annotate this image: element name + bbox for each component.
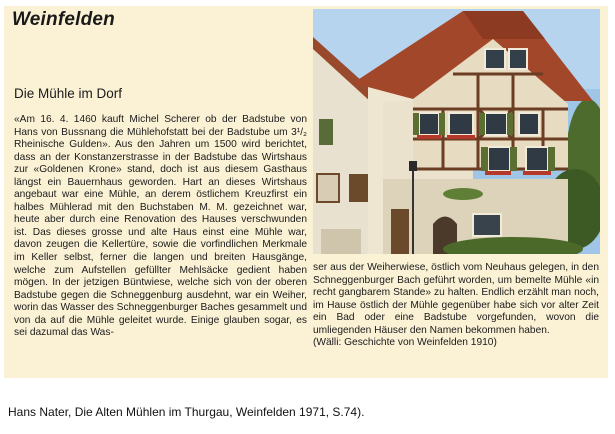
- article-text-column-2: [313, 262, 599, 350]
- mill-house-photo: [313, 9, 600, 254]
- article-text-continued: ser aus der Weiherwiese, östlich vom Neuhaus gelegen, in den Schneggenburger Bach geführt worden, um bemelte Mühle «in recht gangbarem Stande» zu halten. Endlich erzählt man noch, im Hause östlich der Mühle gegenüber habe sich vor alter Zeit ein Bad oder eine Badstube vorgefunden, wovon die umliegenden Häuser den Namen bekommen haben.: [313, 262, 599, 336]
- image-caption: Hans Nater, Die Alten Mühlen im Thurgau, Weinfelden 1971, S.74).: [8, 405, 365, 419]
- article-heading: Die Mühle im Dorf: [14, 86, 123, 101]
- article-source: (Wälli: Geschichte von Weinfelden 1910): [313, 337, 497, 349]
- page-title: Weinfelden: [12, 9, 115, 30]
- article-text-column-1: «Am 16. 4. 1460 kauft Michel Scherer ob der Badstube von Hans von Bussnang die Mühlehofstatt bei der Badstube um 3¹/₂ Rheinische Gulden». Aus den Jahren um 1500 wird berichtet, dass an der Konstanzerstrasse in der Badstube das Wirtshaus zur «Goldenen Krone» stand, doch ist aus diesem Gasthaus längst ein Bauernhaus geworden. Hart an dieses Wirtshaus angebaut war eine Mühle, an derem östlichem Kreuzfirst ein halbes Mühlerad mit den Buchstaben M. M. gezeichnet war, heute aber durch eine Renovation des Hauses verschwunden ist. Das dieses grosse und alte Haus einst eine Mühle war, davon zeugen die Kellertüre, sowie die vorfindlichen Merkmale im Keller selbst, ferner die langen und breiten Hausgänge, welche zum Aufstellen gefüllter Mehlsäcke gedient haben mögen. In der jetzigen Büntwiese, welche sich von der oberen Badstube gegen die Schneggenburg ausdehnt, war ein Weiher, worin das Wasser des Schneggenburger Baches gesammelt und von da auf die Mühle geleitet wurde. Einige glauben sogar, es sei dazumal das Was-: [14, 114, 307, 339]
